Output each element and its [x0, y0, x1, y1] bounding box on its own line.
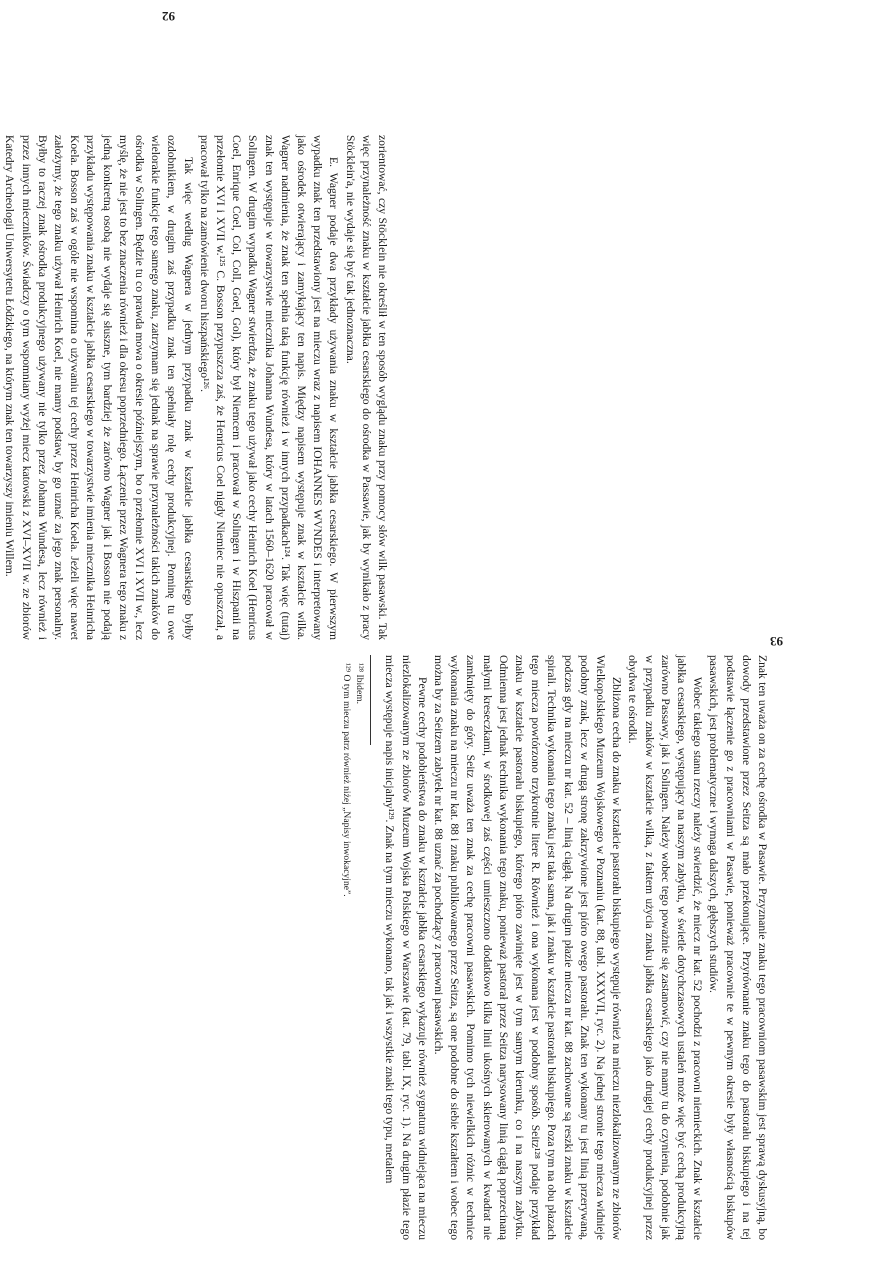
left-paragraph-4 [0, 135, 1, 640]
right-paragraph-3: Zbliżona cecha do znaku w kształcie pastorału biskupiego występuje również na mieczu niezlokalizowanym ze zbiorów Wielkopolskiego Muzeum Wojskowego w Poznaniu (kat. 88, tabl. XXXVII, ryc. 2). Na jednej stronie tego miecza widnieje podobny znak, lecz w drugą stronę zakrzywione jest pióro owego pastorału. Znak ten wykonany tu jest linią przerywaną, podczas gdy na mieczu nr kat. 52 – linią ciągłą. Na drugim płazie miecza nr kat. 88 zachowane są reszki znaku w kształcie spirali. Technika wykonania tego znaku jest taka sama, jak i znaku w kształcie pastorału biskupiego. Poza tym na obu płazach tego miecza powtórzono trzykrotnie litere R. Również i ona wykonana jest w podobny sposób. Seitz¹²⁸ podaje przykład znaku w kształcie pastorału biskupiego, którego pióro zawinięte jest w tym samym kierunku, co i na naszym zabytku. Odmienna jest jednak technika wykonania tego znaku, ponieważ pastorał przez Seitza narysowany linią ciągłą poprzecinaną małymi kreseczkami, w środkowej zaś części umieszczono dodatkowo kilka linii ukośnych skierowanych w kwadrat nie zamknięty do góry. Seitz uważa ten znak za cechę pracowni pasawskich. Pomimo tych niewielkich różnic w technice wykonania znaku na mieczu nr kat. 88 i znaku publikowanego przez Seitza, są one podobne do siebie kształtem i wobec tego można by za Seitzem zabytek nr kat. 88 uznać za pochodzący z pracowni pasawskich. [431, 655, 624, 1240]
footnote-rule [370, 655, 371, 745]
right-paragraph-1: Znak ten uważa on za cechę ośrodka w Pasawie. Przyznanie znaku tego pracowniom pasawskim jest sprawą dyskusyjną, bo dowody przedstawione przez Seitza są mało przekonujące. Przyrównanie znaku tego do pastorału biskupiego i na tej podstawie łączenie go z pracowniami w Pasawie, ponieważ pracownie te w pewnym okresie były własnością biskupów pasawskich, jest problematyczne i wymaga dalszych, głębszych studiów. [707, 655, 769, 1240]
footnote-128: ¹²⁸ Ibidem. [354, 663, 366, 705]
page-number-left: 92 [162, 9, 175, 24]
right-paragraph-4: Pewne cechy podobieństwa do znaku w kształcie jabłka cesarskiego wykazuje również sygnatura widniejąca na mieczu niezlokalizowanym ze zbiorów Muzeum Wojska Polskiego w Warszawie (kat. 79, tabl. IX, ryc. 1). Na drugim płazie tego miecza występuje napis inicjalny¹²⁹. Znak na tym mieczu wykonano, tak jak i wszystkie znaki tego typu, metalem [383, 655, 429, 1240]
right-footnotes [340, 655, 371, 1240]
right-paragraph-2: Wobec takiego stanu rzeczy należy stwierdzić, że miecz nr kat. 52 pochodzi z pracowni niemieckich. Znak w kształcie jabłka cesarskiego, występujący na naszym zabytku, w świetle dotychczasowych ustaleń może więc być cechą produkcyjną zarówno Passawy, jak i Solingen. Należy wobec tego poważnie się zastanowić, czy nie mamy tu do czynienia, podobnie jak w przypadku znaków w kształcie wilka, z faktem użycia znaku jabłka cesarskiego jako drugiej cechy produkcyjnej przez obydwa te ośrodki. [626, 655, 705, 1240]
left-page-column [0, 135, 390, 640]
page-number-right: 93 [770, 634, 783, 649]
left-paragraph-3: Tak więc według Wagnera w jednym przypadku znak w kształcie jabłka cesarskiego byłby ozdobnikiem, w drugim zaś przypadku znak ten spełniały rolę cechy produkcyjnej. Pominę tu owe wielorakie funkcje tego samego znaku, zatrzymam się jednak na sprawie przynależności takich znaków do ośrodka w Solingen. Będzie tu co prawda mowa o okresie późniejszym, bo o przełomie XVI i XVII w., lecz myślę, że nie jest to bez znaczenia również i dla okresu poprzedniego. Łączenie przez Wagnera tego znaku z jedną konkretną osobą nie wydaje się słuszne, tym bardziej że zarówno Wagner jak i Bosson nie podają przykładu występowania znaku w kształcie jabłka cesarskiego w towarzystwie imienia miecznika Heinricha Koela. Bosson zaś w ogóle nie wspomina o używaniu tej cechy przez Heinricha Koela. Jeżeli więc nawet założymy, że tego znaku używał Heinrich Koel, nie mamy podstaw, by go uznać za jego znak personalny. Byłby to raczej znak ośrodka produkcyjnego używany nie tylko przez Johanna Wundesa, lecz również i przez innych mieczników. Świadczy o tym wspomniany wyżej miecz katowski z XVI–XVII w. ze zbiorów Katedry Archeologii Uniwersytetu Łódzkiego, na którym znak ten towarzyszy imieniu Willem. [3, 135, 195, 640]
left-paragraph-1: zorientować, czy Stöcklein nie określił w ten sposób wyglądu znaku przy pomocy słów wilk pasawski. Tak więc przynależność znaku w kształcie jabłka cesarskiego do ośrodka w Passawie, jak by wynikało z pracy Stöcklein'a, nie wydaje się być tak jednoznaczna. [343, 135, 389, 640]
footnote-129: ¹²⁹ O tym mieczu patrz również niżej „Napisy inwokacyjne”. [340, 663, 352, 897]
left-paragraph-2: E. Wagner podaje dwa przykłady używania znaku w kształcie jabłka cesarskiego. W pierwszym wypadku znak ten przedstawiony jest na mieczu wraz z napisem IOHANNES WVNDES i interpretowany jako ośrodek otwierający i zamykający ten napis. Między napisem występuje znak w kształcie wilka. Wagner nadmienia, że znak ten spełnia taką funkcję również i w innych przypadkach¹²⁴. Tak więc (tutaj) znak ten występuje w towarzystwie miecznika Johanna Wundesa, który w latach 1560–1620 pracował w Solingen. W drugim wypadku Wagner stwierdza, że znaku tego używał jako cechy Heinrich Koel (Henricus Coel, Enrique Coel, Col, Coll, Goel, Gol), który był Niemcem i pracował w Solingen i w Hiszpanii na przełomie XVI i XVII w.¹²⁵ C. Bosson przypuszcza zaś, że Henricus Coel nigdy Niemiec nie opuszczał, a pracował tylko na zamówienie dworu hiszpańskiego¹²⁶. [197, 135, 341, 640]
right-page-column [340, 655, 770, 1240]
